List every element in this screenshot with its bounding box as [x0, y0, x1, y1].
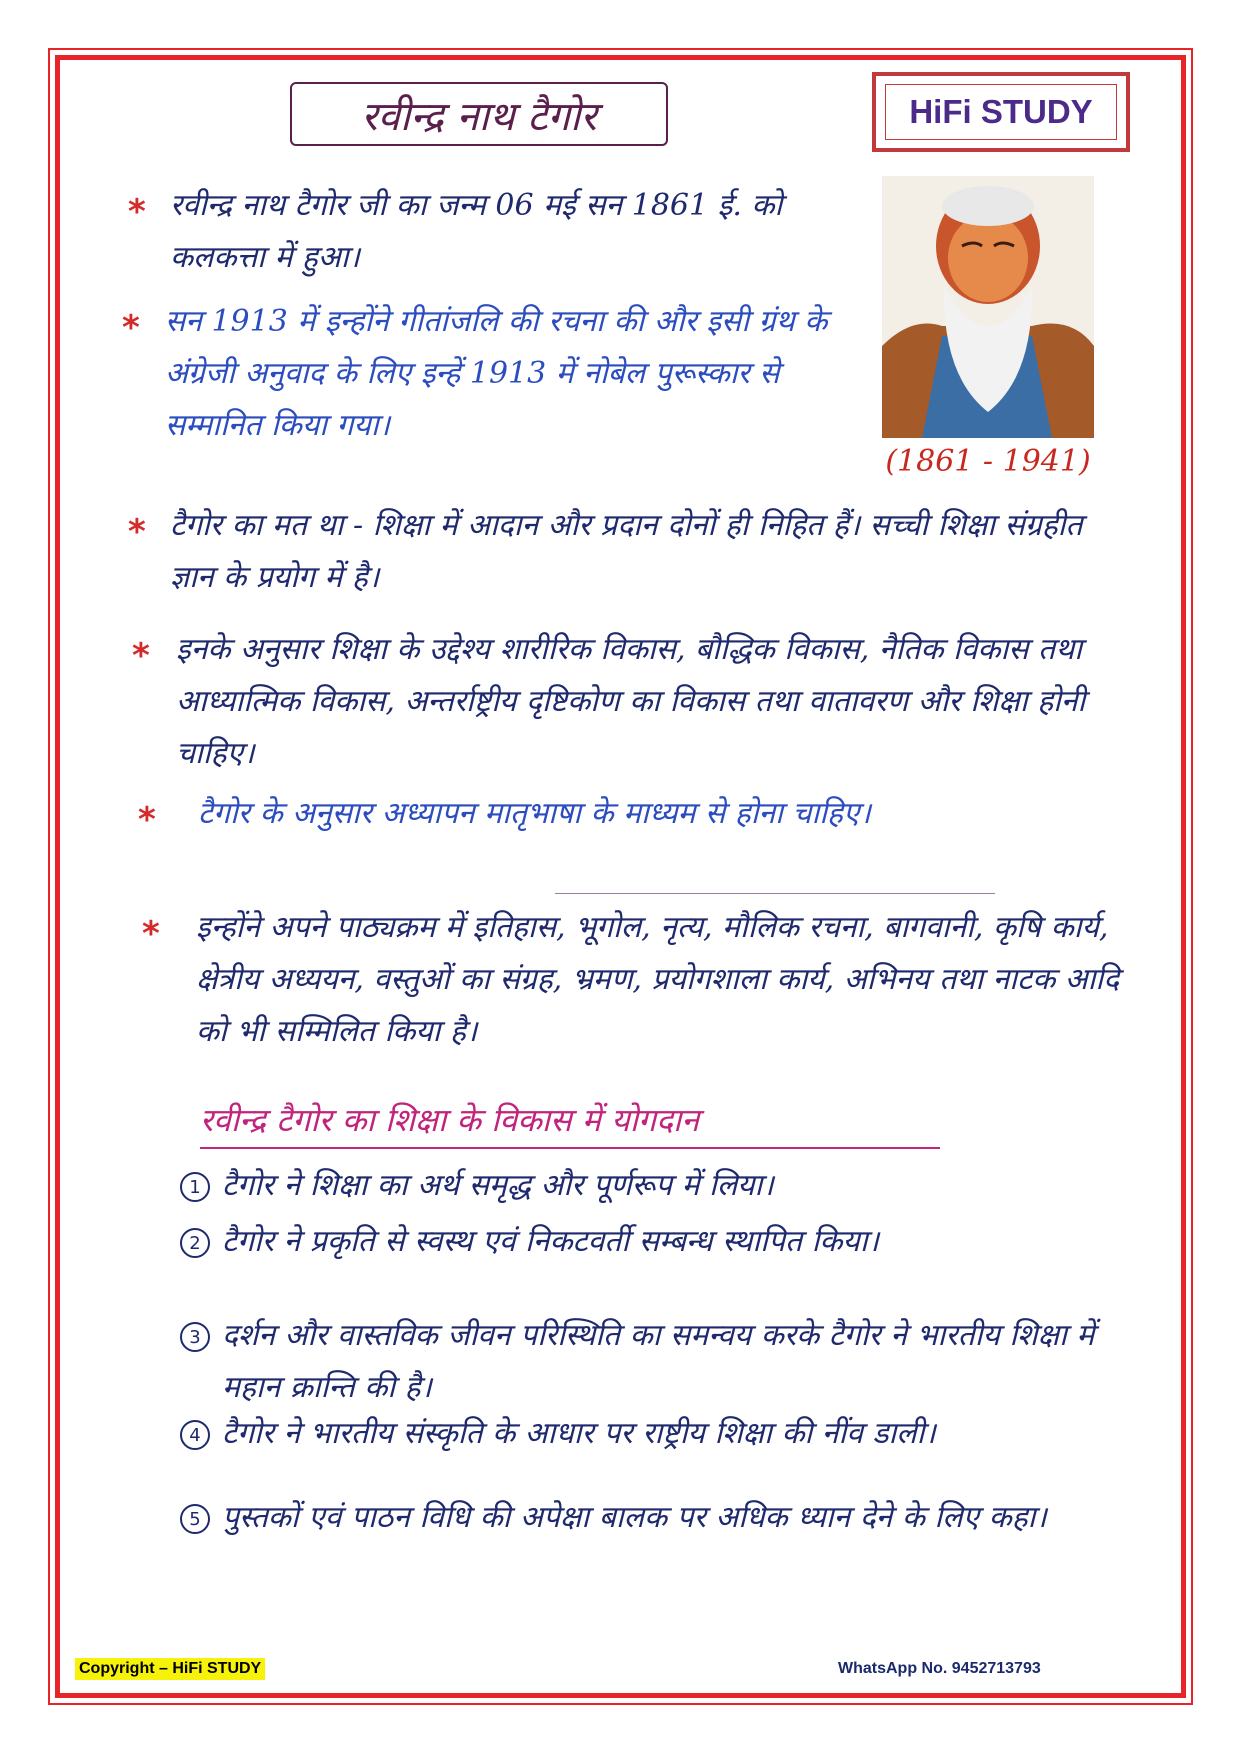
point-6: इन्होंने अपने पाठ्यक्रम में इतिहास, भूगोल, नृत्य, मौलिक रचना, बागवानी, कृषि कार्य, क्षेत्रीय अध्ययन, वस्तुओं का संग्रह, भ्रमण, प्रयोगशाला कार्य, अभिनय तथा नाटक आदि को भी सम्मिलित किया है।: [196, 910, 1120, 1049]
portrait-caption: (1861 - 1941): [885, 444, 1091, 479]
bullet-star: *: [128, 192, 146, 232]
point-3: टैगोर का मत था - शिक्षा में आदान और प्रदान दोनों ही निहित हैं। सच्ची शिक्षा संग्रहीत ज्ञान के प्रयोग में है।: [170, 508, 1083, 595]
contribution-4: टैगोर ने भारतीय संस्कृति के आधार पर राष्ट्रीय शिक्षा की नींव डाली।: [222, 1416, 936, 1451]
brand-logo-box: [872, 72, 1130, 152]
point-5: टैगोर के अनुसार अध्यापन मातृभाषा के माध्यम से होना चाहिए।: [198, 796, 871, 831]
brand-logo-text: HiFi STUDY: [885, 84, 1117, 140]
bullet-star: *: [142, 914, 160, 954]
number-badge: 4: [180, 1420, 210, 1450]
contribution-5: पुस्तकों एवं पाठन विधि की अपेक्षा बालक पर अधिक ध्यान देने के लिए कहा।: [222, 1500, 1047, 1535]
number-badge: 1: [180, 1172, 210, 1202]
contribution-2: टैगोर ने प्रकृति से स्वस्थ एवं निकटवर्ती सम्बन्ध स्थापित किया।: [222, 1224, 879, 1259]
portrait-illustration: [882, 176, 1094, 438]
section-subheading: रवीन्द्र टैगोर का शिक्षा के विकास में योगदान: [200, 1098, 940, 1149]
point-2: सन 1913 में इन्होंने गीतांजलि की रचना की और इसी ग्रंथ के अंग्रेजी अनुवाद के लिए इन्हें 1913 में नोबेल पुरूस्कार से सम्मानित किया गया।: [165, 304, 828, 443]
contribution-3: दर्शन और वास्तविक जीवन परिस्थिति का समन्वय करके टैगोर ने भारतीय शिक्षा में महान क्रान्ति की है।: [222, 1318, 1095, 1405]
page-title: रवीन्द्र नाथ टैगोर: [290, 82, 668, 146]
bullet-star: *: [122, 308, 140, 348]
divider-line: [555, 893, 995, 894]
portrait-image: [882, 176, 1094, 438]
number-badge: 2: [180, 1228, 210, 1258]
footer-whatsapp: WhatsApp No. 9452713793: [838, 1660, 1041, 1677]
footer-copyright: Copyright – HiFi STUDY: [75, 1658, 265, 1680]
point-4: इनके अनुसार शिक्षा के उद्देश्य शारीरिक विकास, बौद्धिक विकास, नैतिक विकास तथा आध्यात्मिक विकास, अन्तर्राष्ट्रीय दृष्टिकोण का विकास तथा वातावरण और शिक्षा होनी चाहिए।: [176, 632, 1086, 771]
bullet-star: *: [132, 636, 150, 676]
number-badge: 3: [180, 1322, 210, 1352]
contribution-1: टैगोर ने शिक्षा का अर्थ समृद्ध और पूर्णरूप में लिया।: [222, 1168, 774, 1203]
point-1: रवीन्द्र नाथ टैगोर जी का जन्म 06 मई सन 1861 ई. को कलकत्ता में हुआ।: [170, 188, 783, 275]
number-badge: 5: [180, 1504, 210, 1534]
bullet-star: *: [128, 512, 146, 552]
bullet-star: *: [138, 800, 156, 840]
